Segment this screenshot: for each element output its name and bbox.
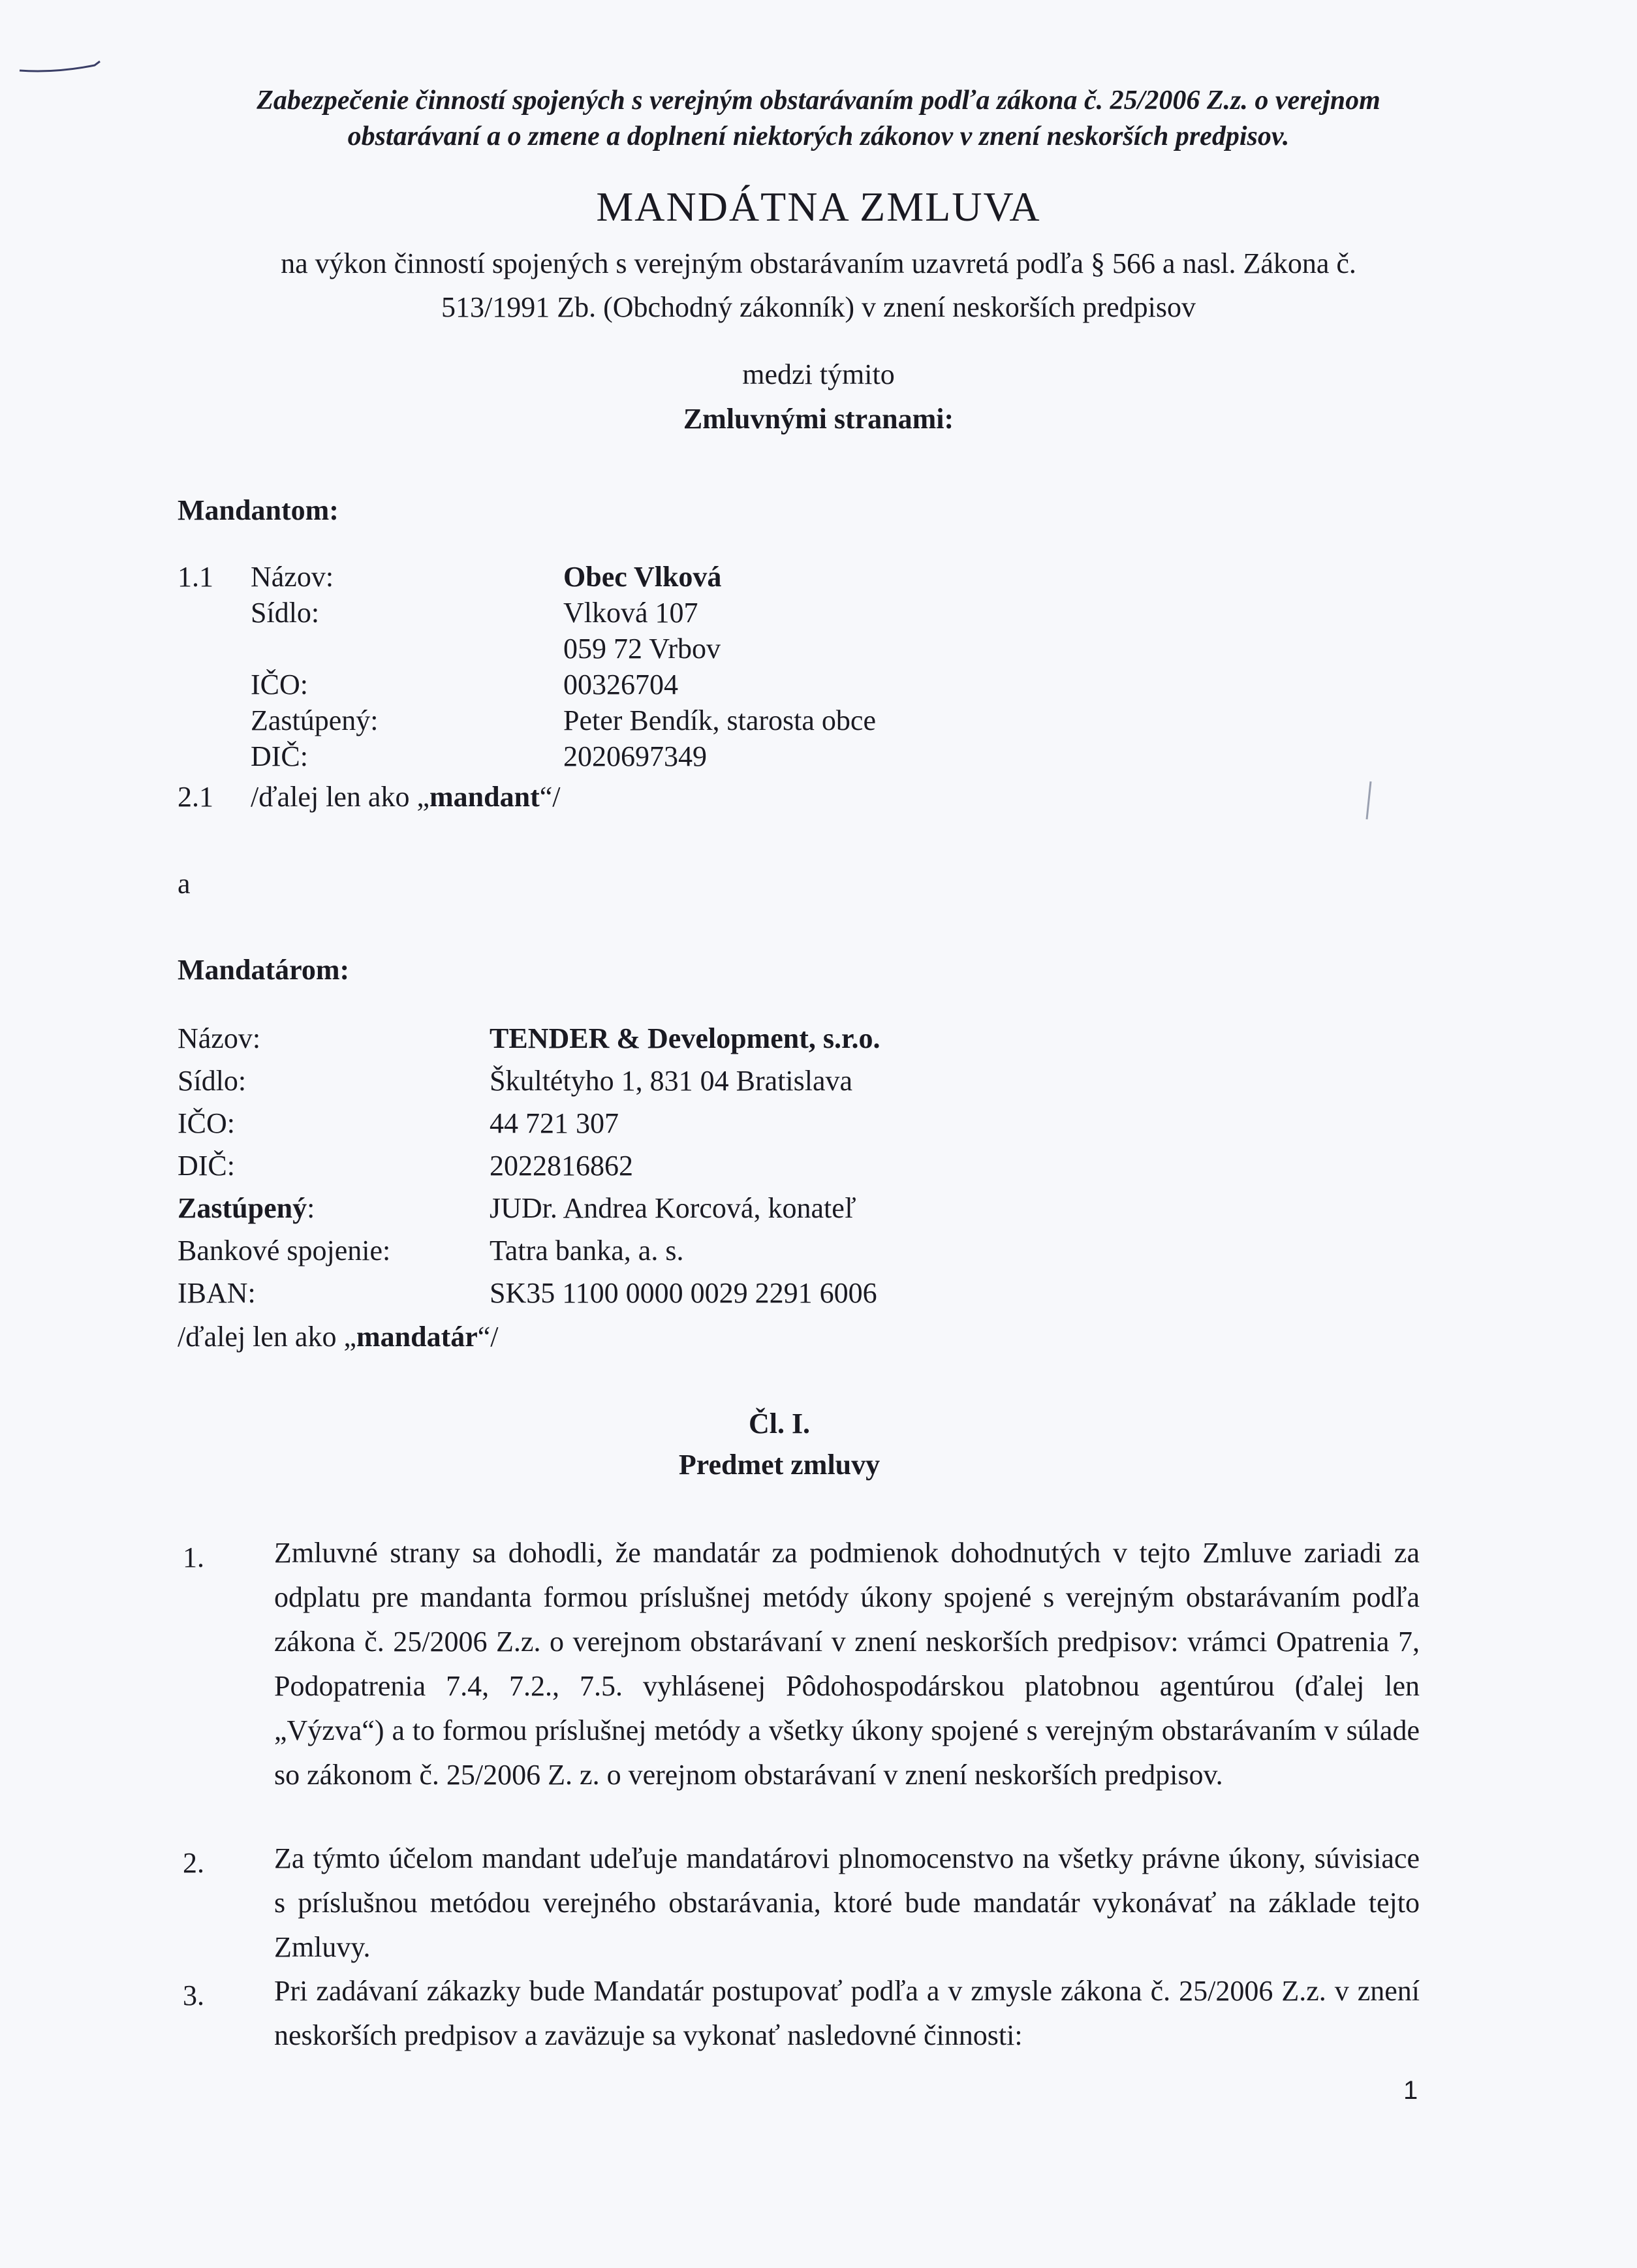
mandatar-nazov: TENDER & Development, s.r.o. [490,1022,881,1054]
page-number: 1 [1403,2076,1418,2105]
mandatar-bank: Tatra banka, a. s. [490,1235,684,1267]
mandant-nazov-label: Názov: [251,561,334,593]
mandant-alias-suffix: “/ [539,781,561,813]
mandant-sidlo-label: Sídlo: [251,597,320,629]
mandatar-iban-label: IBAN: [178,1277,256,1309]
mandant-ico: 00326704 [563,669,678,701]
item-2-number: 2. [183,1847,204,1879]
mandant-zast: Peter Bendík, starosta obce [563,704,876,736]
mandant-sidlo-line-2: 059 72 Vrbov [563,633,721,665]
mandatar-zast-label-text: Zastúpený [178,1192,307,1224]
mandatar-alias-prefix: /ďalej len ako „ [178,1321,356,1353]
mandant-dic-label: DIČ: [251,740,308,772]
mandant-alias [251,780,560,813]
mandatar-sidlo-label: Sídlo: [178,1065,247,1097]
mandatar-dic-label: DIČ: [178,1150,235,1182]
mandatar-zast-label [178,1191,315,1225]
pen-stroke-mark [16,52,101,78]
mandant-num-2: 2.1 [178,781,213,813]
mandatar-zast-colon: : [307,1192,315,1224]
mandant-ico-label: IČO: [251,669,308,701]
mandant-sidlo-line-1: Vlková 107 [563,597,698,629]
header-line-2: obstarávaní a o zmene a doplnení niektorých zákonov v znení neskorších predpisov. [347,121,1290,151]
mandatar-alias-suffix: “/ [477,1321,499,1353]
mandant-heading: Mandantom: [178,494,339,526]
item-1-text: Zmluvné strany sa dohodli, že mandatár za podmienok dohodnutých v tejto Zmluve zariadi za odplatu pre mandanta formou príslušnej metódy úkony spojené s verejným obstarávaním podľa zákona č. 25/2006 Z.z. o verejnom obstarávaní v znení neskorších predpisov: vrámci Opatrenia 7, Podopatrenia 7.4, 7.2., 7.5. vyhlásenej Pôdohospodárskou platobnou agentúrou (ďalej len „Výzva“) a to formou príslušnej metódy a všetky úkony spojené s verejným obstarávaním v súlade so zákonom č. 25/2006 Z. z. o verejnom obstarávaní v znení neskorších predpisov. [274,1537,1420,1791]
mandatar-nazov-label: Názov: [178,1022,261,1054]
mandant-dic: 2020697349 [563,740,707,772]
mandant-nazov: Obec Vlková [563,561,722,593]
article-number: Čl. I. [748,1408,811,1440]
mandant-num-1: 1.1 [178,561,213,593]
parties-heading: Zmluvnými stranami: [683,403,954,435]
mandatar-ico-label: IČO: [178,1107,235,1139]
subtitle-line-1: na výkon činností spojených s verejným obstarávaním uzavretá podľa § 566 a nasl. Zákona č. [281,247,1356,279]
item-3-number: 3. [183,1979,204,2011]
document-title: MANDÁTNA ZMLUVA [596,183,1041,230]
item-2-text: Za týmto účelom mandant udeľuje mandatárovi plnomocenstvo na všetky právne úkony, súvisiace s príslušnou metódou verejného obstarávania, ktoré bude mandatár vykonávať na základe tejto Zmluvy. [274,1842,1420,1963]
mandatar-ico: 44 721 307 [490,1107,619,1139]
article-title: Predmet zmluvy [678,1449,881,1481]
mandatar-alias [178,1320,499,1353]
mandatar-bank-label: Bankové spojenie: [178,1235,391,1267]
header-line-1: Zabezpečenie činností spojených s verejným obstarávaním podľa zákona č. 25/2006 Z.z. o verejnom [257,86,1380,116]
subtitle-line-2: 513/1991 Zb. (Obchodný zákonník) v znení neskorších predpisov [441,291,1196,323]
and-text: a [178,868,191,900]
mandant-alias-term: mandant [429,781,540,813]
mandatar-dic: 2022816862 [490,1150,633,1182]
between-text: medzi týmito [742,358,895,390]
item-1-number: 1. [183,1541,204,1573]
mandant-zast-label: Zastúpený: [251,704,379,736]
mandatar-alias-term: mandatár [356,1321,478,1353]
mandatar-sidlo: Škultétyho 1, 831 04 Bratislava [490,1065,853,1097]
item-3-text: Pri zadávaní zákazky bude Mandatár postupovať podľa a v zmysle zákona č. 25/2006 Z.z. v znení neskorších predpisov a zaväzuje sa vykonať nasledovné činnosti: [274,1975,1420,2051]
mandatar-zast: JUDr. Andrea Korcová, konateľ [490,1192,856,1224]
mandatar-heading: Mandatárom: [178,954,350,986]
scan-specks [1358,780,1384,858]
mandant-alias-prefix: /ďalej len ako „ [251,781,429,813]
mandatar-iban: SK35 1100 0000 0029 2291 6006 [490,1277,877,1309]
